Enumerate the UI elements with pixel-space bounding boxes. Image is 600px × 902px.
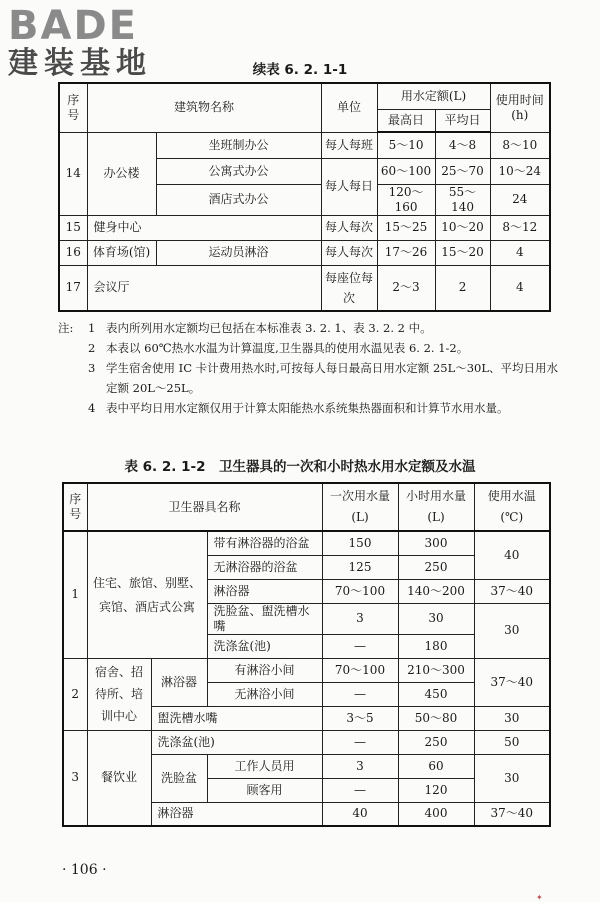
- table-row: 淋浴器 70～100 140～200 37～40: [63, 579, 550, 603]
- table-row: 酒店式办公 120～160 55～140 24: [59, 184, 550, 215]
- header-once: 一次用水量 (L): [322, 483, 398, 531]
- table-row: 14 办公楼 坐班制办公 每人每班 5～10 4～8 8～10: [59, 132, 550, 158]
- note-item: 3 学生宿舍使用 IC 卡计费用热水时,可按每人每日最高日用水定额 25L～30L、平均日用水定额 20L～25L。: [88, 361, 558, 395]
- table-row: 洗脸盆 工作人员用 3 60 30: [63, 754, 550, 778]
- header-hour: 小时用水量 (L): [398, 483, 474, 531]
- note-item: 2 本表以 60℃热水水温为计算温度,卫生器具的使用水温见表 6. 2. 1-2。: [88, 341, 469, 355]
- table-row: 洗涤盆(池) — 180: [63, 634, 550, 658]
- page-number: · 106 ·: [62, 862, 107, 878]
- header-fixture: 卫生器具名称: [87, 483, 322, 531]
- header-max-day: 最高日: [377, 109, 435, 132]
- table-notes: [58, 318, 558, 418]
- logo-text-en: BADE: [8, 3, 138, 49]
- table-row: 淋浴器 40 400 37～40: [63, 802, 550, 826]
- note-item: 4 表中平均日用水定额仅用于计算太阳能热水系统集热器面积和计算节水用水量。: [88, 401, 509, 415]
- table-row: 16 体育场(馆) 运动员淋浴 每人每次 17～26 15～20 4: [59, 240, 550, 265]
- decorative-mark: ✦: [536, 893, 543, 902]
- note-item: 注: 1 表内所列用水定额均已包括在本标准表 3. 2. 1、表 3. 2. 2 中。: [58, 321, 432, 335]
- table-row: 顾客用 — 120: [63, 778, 550, 802]
- header-building: 建筑物名称: [87, 83, 321, 132]
- table-row: 无淋浴器的浴盆 125 250: [63, 555, 550, 579]
- table1-caption: 续表 6. 2. 1-1: [252, 62, 348, 78]
- table-row: 洗脸盆、盥洗槽水嘴 3 30 30: [63, 603, 550, 634]
- table-row: 无淋浴小间 — 450: [63, 682, 550, 706]
- header-no: 序号: [63, 483, 87, 531]
- table-row: 3 餐饮业 洗涤盆(池) — 250 50: [63, 730, 550, 754]
- table-fixture-hot-water: [62, 482, 551, 827]
- header-temp: 使用水温 (℃): [474, 483, 550, 531]
- header-use-time: 使用时间(h): [490, 83, 550, 132]
- table-row: 17 会议厅 每座位每次 2～3 2 4: [59, 265, 550, 311]
- table-row: 公寓式办公 每人每日 60～100 25～70 10～24: [59, 158, 550, 184]
- table-row: 1 住宅、旅馆、别墅、宾馆、酒店式公寓 带有淋浴器的浴盆 150 300 40: [63, 531, 550, 555]
- header-unit: 单位: [321, 83, 377, 132]
- table-water-quota-cont: [58, 82, 551, 312]
- table-row: 盥洗槽水嘴 3～5 50～80 30: [63, 706, 550, 730]
- header-avg-day: 平均日: [435, 109, 490, 132]
- table-row: 15 健身中心 每人每次 15～25 10～20 8～12: [59, 215, 550, 240]
- table2-caption: 表 6. 2. 1-2 卫生器具的一次和小时热水用水定额及水温: [124, 459, 476, 475]
- logo-text-cn: 建装基地: [8, 46, 152, 81]
- header-quota: 用水定额(L): [377, 83, 490, 109]
- header-no: 序号: [59, 83, 87, 132]
- table-row: 2 宿舍、招待所、培训中心 淋浴器 有淋浴小间 70～100 210～300 37～40: [63, 658, 550, 682]
